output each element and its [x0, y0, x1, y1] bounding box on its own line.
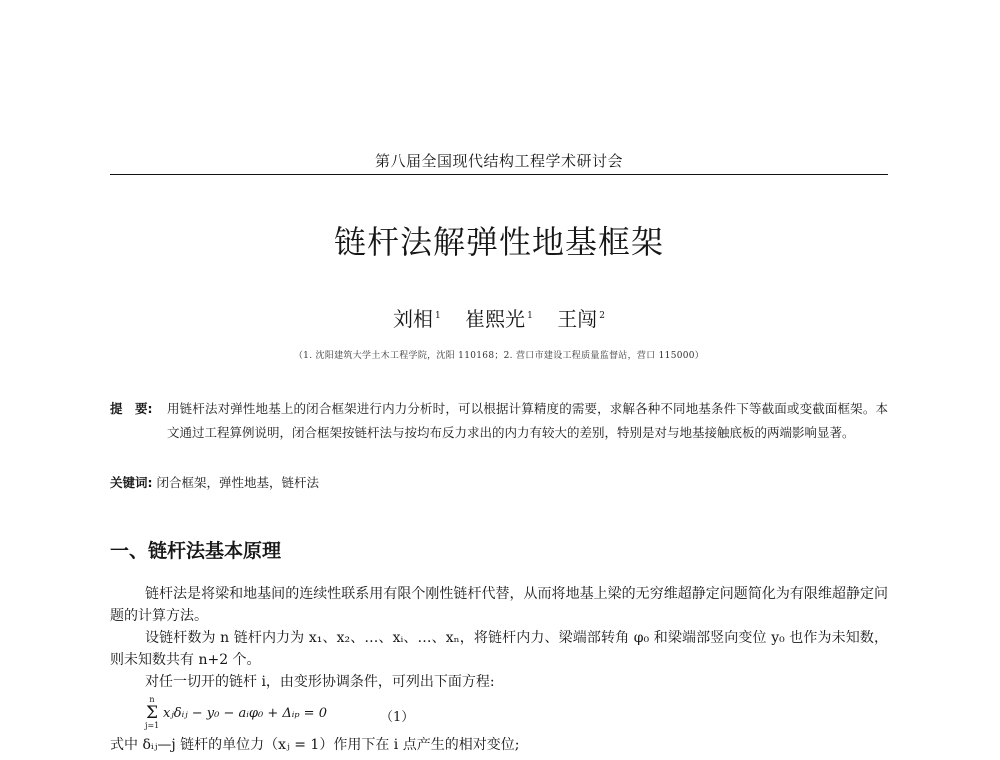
author-list [110, 303, 888, 332]
author-name: 王闯 [557, 307, 598, 331]
abstract-label: 提 要: [110, 401, 153, 416]
header-rule [110, 174, 888, 175]
equation-number: （1） [380, 710, 415, 725]
affiliation-mark: 1 [527, 311, 533, 322]
section-heading: 一、链杆法基本原理 [110, 540, 282, 562]
affiliation-mark: 2 [599, 311, 605, 322]
paragraph: 设链杆数为 n 链杆内力为 x₁、x₂、…、xᵢ、…、xₙ，将链杆内力、梁端部转角 φ₀ 和梁端部竖向变位 y₀ 也作为未知数，则未知数共有 n+2 个。 [110, 630, 888, 668]
abstract [110, 397, 888, 445]
affiliation: （1. 沈阳建筑大学土木工程学院，沈阳 110168；2. 营口市建设工程质量监督站，营口 115000） [293, 351, 705, 361]
paragraph: 式中 δᵢⱼ—j 链杆的单位力（xⱼ = 1）作用下在 i 点产生的相对变位; [110, 737, 520, 753]
keywords-label: 关键词: [110, 475, 153, 490]
keywords-text: 闭合框架，弹性地基，链杆法 [156, 475, 319, 490]
author-3 [557, 307, 605, 331]
author-1 [393, 307, 441, 331]
sum-lower-limit: j=1 [145, 721, 160, 730]
keywords [110, 473, 888, 491]
paragraph: 对任一切开的链杆 i，由变形协调条件，可列出下面方程: [145, 674, 495, 690]
sum-upper-limit: n [149, 695, 155, 704]
affiliation-mark: 1 [435, 311, 441, 322]
summation-symbol [145, 696, 159, 730]
paragraph: 链杆法是将梁和地基间的连续性联系用有限个刚性链杆代替，从而将地基上梁的无穷维超静定问题简化为有限维超静定问题的计算方法。 [110, 586, 888, 624]
equation-body: xⱼδᵢⱼ − y₀ − aᵢφ₀ + Δᵢₚ = 0 [163, 706, 327, 721]
sigma-glyph: Σ [145, 703, 159, 723]
running-header: 第八届全国现代结构工程学术研讨会 [374, 152, 623, 170]
author-name: 刘相 [393, 307, 434, 331]
abstract-text: 用链杆法对弹性地基上的闭合框架进行内力分析时，可以根据计算精度的需要，求解各种不同地基条件下等截面或变截面框架。本文通过工程算例说明，闭合框架按链杆法与按均布反力求出的内力有较大的差别，特别是对与地基接触底板的两端影响显著。 [167, 401, 888, 440]
author-name: 崔熙光 [465, 307, 526, 331]
author-2 [465, 307, 533, 331]
paper-title: 链杆法解弹性地基框架 [333, 223, 664, 261]
